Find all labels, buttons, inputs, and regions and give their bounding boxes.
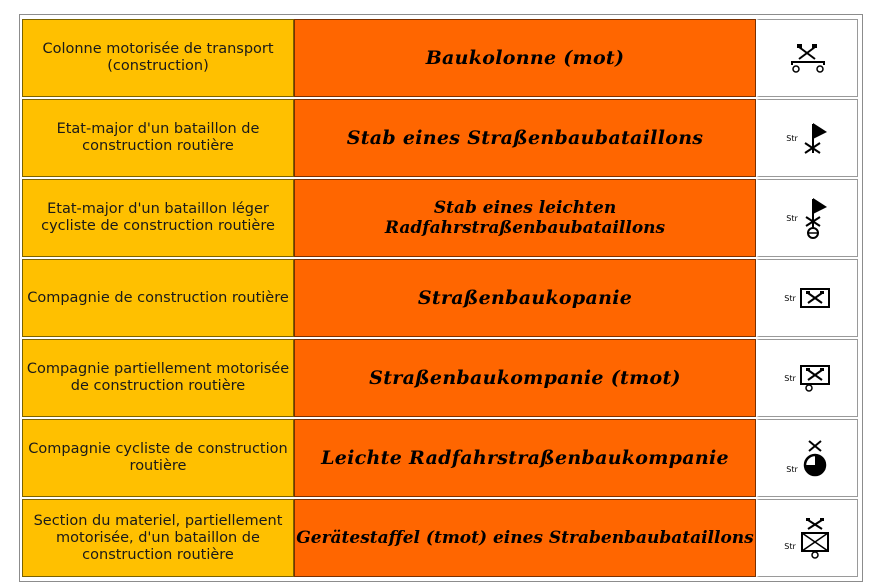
german-designation: Straßenbaukompanie (tmot) <box>294 339 756 417</box>
stab-radfahr-flag-symbol-icon <box>800 196 830 240</box>
table-row <box>22 259 858 337</box>
symbol-cell <box>756 499 858 577</box>
str-label: Str <box>786 465 798 474</box>
french-description: Compagnie partiellement motorisée de construction routière <box>22 339 294 417</box>
german-designation: Baukolonne (mot) <box>294 19 756 97</box>
str-label: Str <box>784 373 796 383</box>
kompanie-tmot-box-symbol-icon <box>798 363 832 393</box>
french-description: Compagnie cycliste de construction routière <box>22 419 294 497</box>
symbol-cell <box>756 259 858 337</box>
baukolonne-symbol-icon <box>786 41 830 75</box>
symbol-cell <box>756 99 858 177</box>
geraetestaffel-symbol-icon <box>798 517 832 559</box>
table-row <box>22 179 858 257</box>
german-designation: Leichte Radfahrstraßenbaukompanie <box>294 419 756 497</box>
symbol-cell <box>756 179 858 257</box>
german-designation: Stab eines Straßenbaubataillons <box>294 99 756 177</box>
table-row <box>22 499 858 577</box>
symbol-cell <box>756 339 858 417</box>
french-description: Etat-major d'un bataillon léger cycliste de construction routière <box>22 179 294 257</box>
french-description: Colonne motorisée de transport (construction) <box>22 19 294 97</box>
str-label: Str <box>784 542 796 551</box>
radfahr-kompanie-circle-symbol-icon <box>800 438 830 478</box>
str-label: Str <box>786 133 798 143</box>
stab-flag-symbol-icon <box>800 120 830 156</box>
str-label: Str <box>786 213 798 223</box>
french-description: Etat-major d'un bataillon de construction routière <box>22 99 294 177</box>
unit-symbols-table <box>22 17 858 579</box>
table-row <box>22 99 858 177</box>
french-description: Section du materiel, partiellement motorisée, d'un bataillon de construction routière <box>22 499 294 577</box>
german-designation: Stab eines leichten Radfahrstraßenbaubataillons <box>294 179 756 257</box>
french-description: Compagnie de construction routière <box>22 259 294 337</box>
str-label: Str <box>784 293 796 303</box>
table-row <box>22 339 858 417</box>
symbol-cell <box>756 419 858 497</box>
german-designation: Straßenbaukopanie <box>294 259 756 337</box>
table-row <box>22 19 858 97</box>
table-row <box>22 419 858 497</box>
german-designation: Gerätestaffel (tmot) eines Strabenbaubataillons <box>294 499 756 577</box>
kompanie-box-symbol-icon <box>798 285 832 311</box>
symbol-cell <box>756 19 858 97</box>
